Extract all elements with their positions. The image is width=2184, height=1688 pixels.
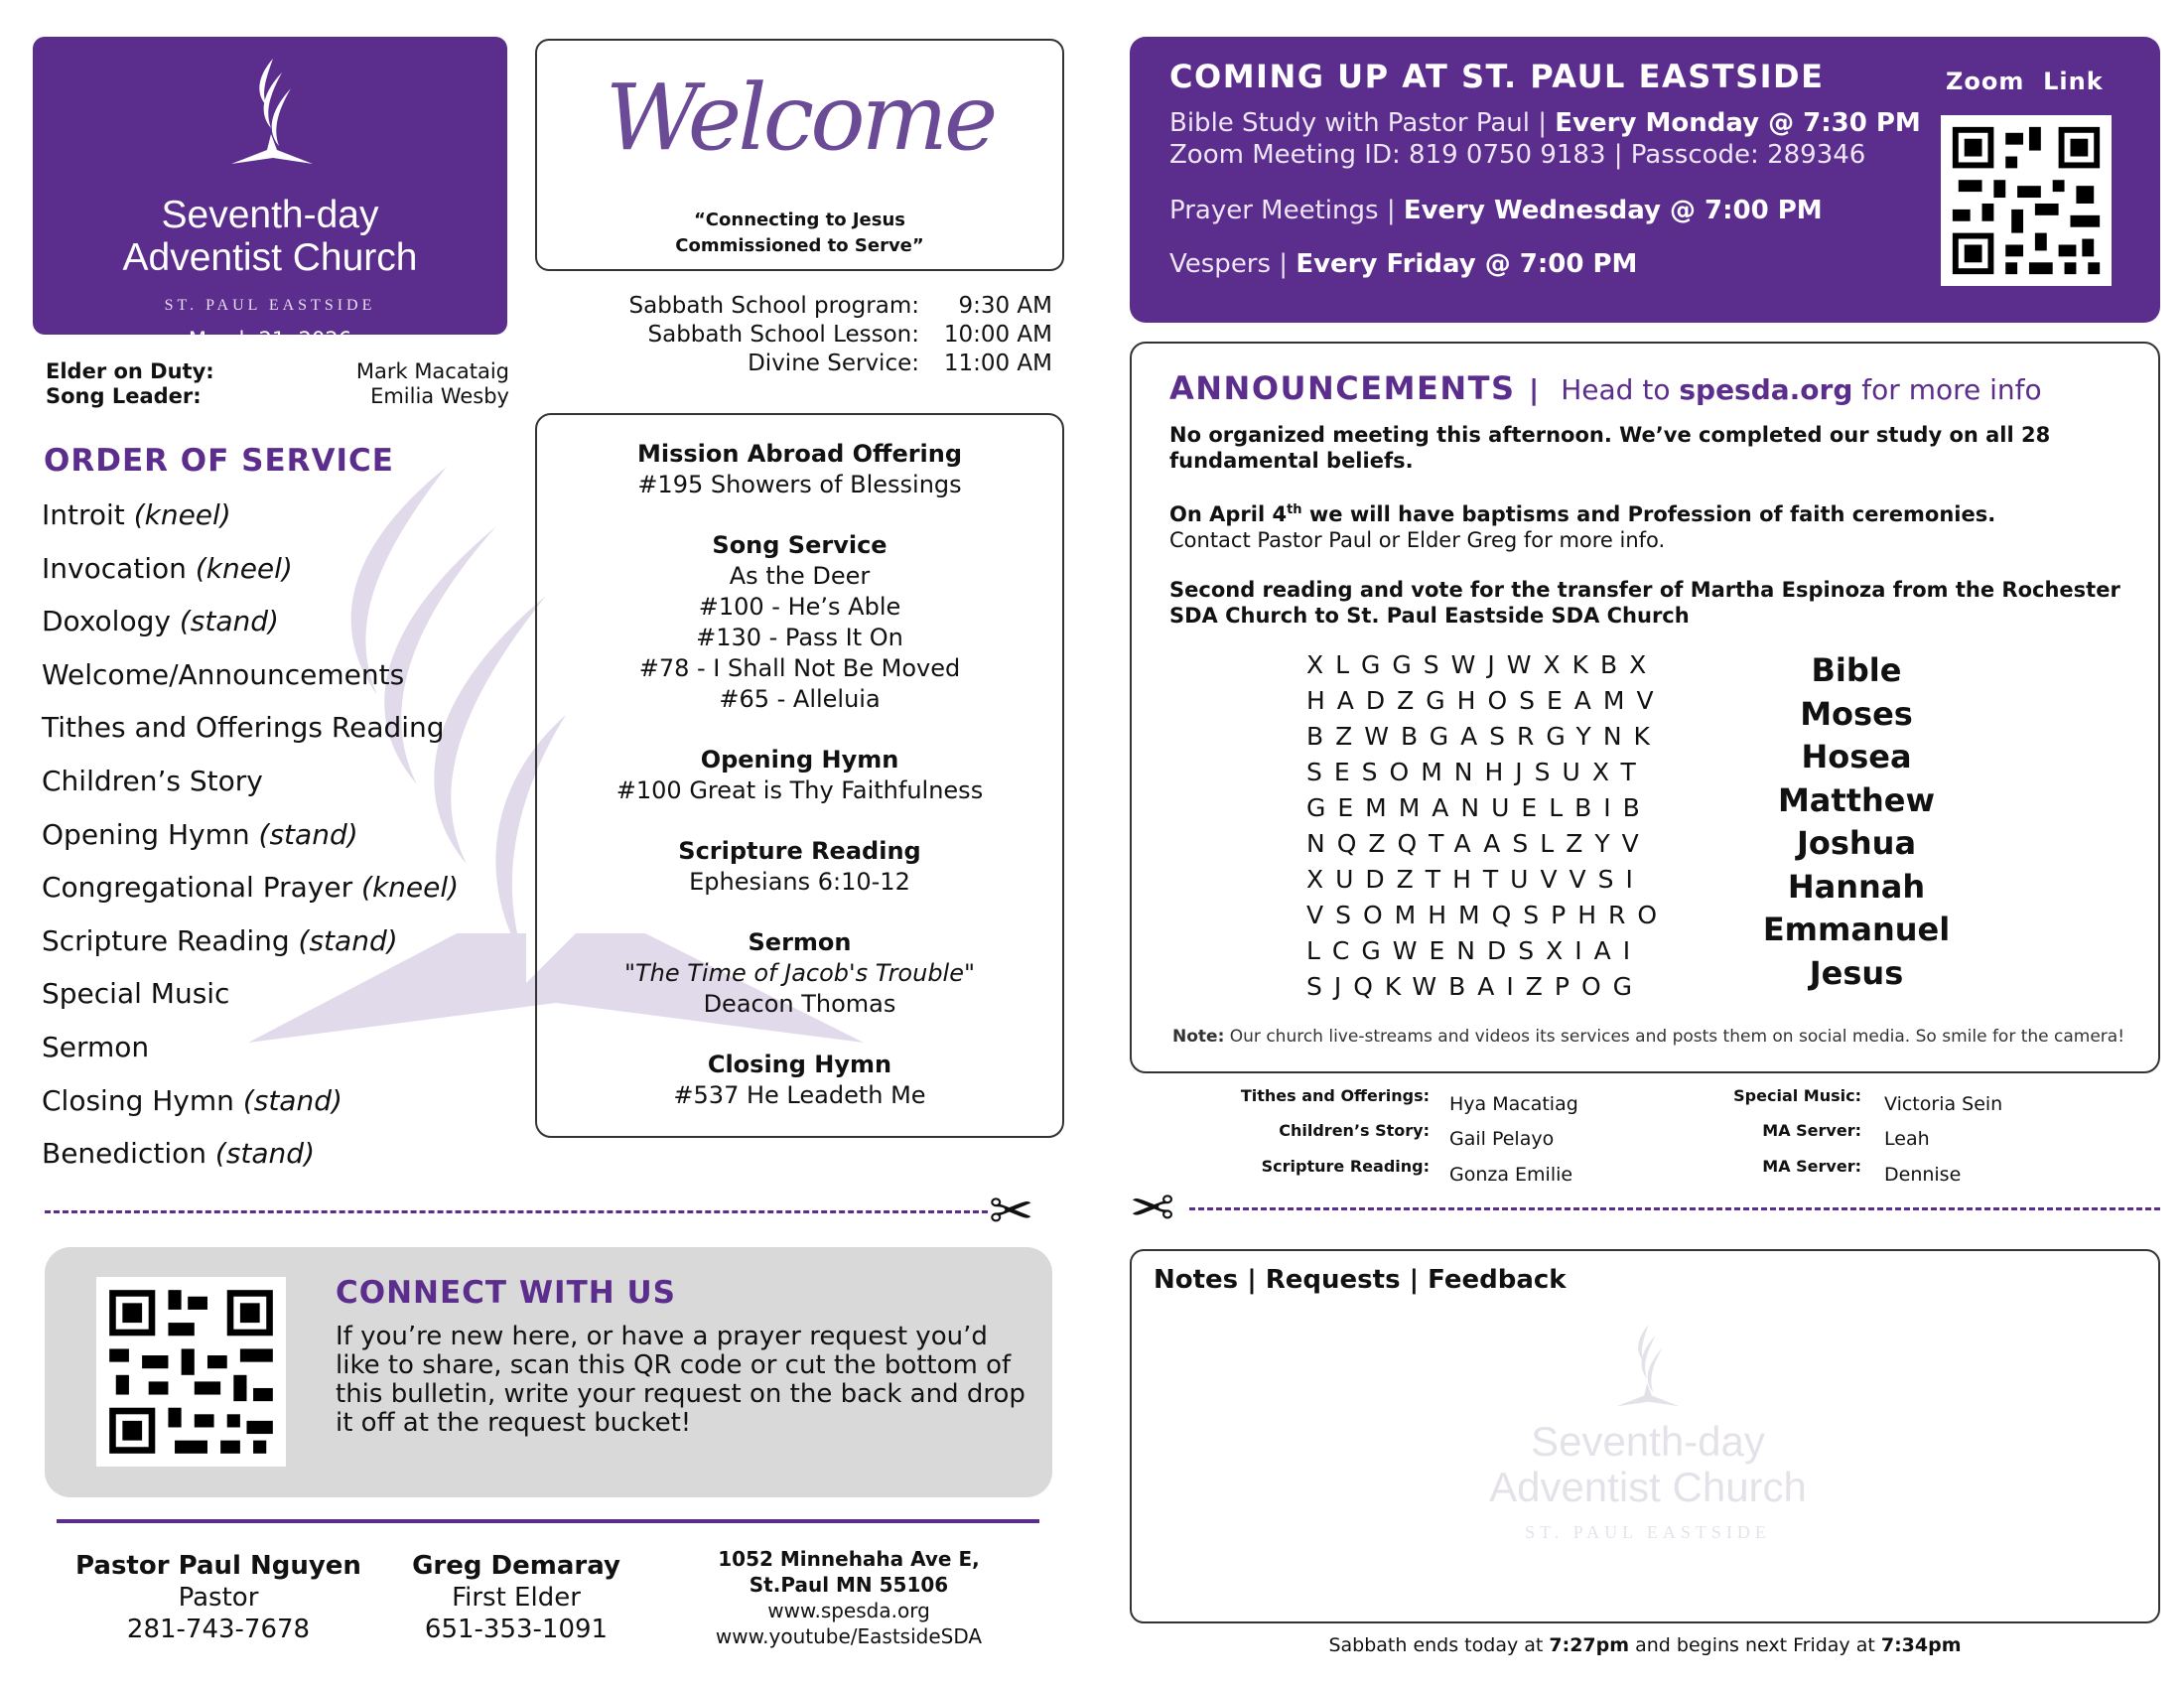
grid-row: XLGGSWJWXKBX xyxy=(1306,650,1659,679)
role-row: MA Server: xyxy=(1762,1157,1861,1176)
duty-row: Song Leader: Emilia Wesby xyxy=(46,384,509,408)
cut-line xyxy=(45,1210,988,1213)
service-item: Special Music xyxy=(42,977,230,1011)
sda-flame-logo-icon xyxy=(1613,1321,1683,1415)
announcements-title: ANNOUNCEMENTS xyxy=(1169,369,1516,407)
grid-row: SJQKWBAIZPOG xyxy=(1306,972,1645,1001)
zoom-link-label: Zoom Link xyxy=(1946,68,2104,95)
scissors-icon: ✂ xyxy=(1130,1177,1175,1239)
time-row: Sabbath School program: 9:30 AM xyxy=(628,293,1052,319)
church-name xyxy=(33,194,507,279)
church-logo-card xyxy=(33,37,507,352)
scripture-reading: Scripture Reading Ephesians 6:10-12 xyxy=(678,837,921,896)
role-row: MA Server: xyxy=(1762,1121,1861,1140)
word-item: Hannah xyxy=(1787,867,1926,906)
event-vespers: Vespers | Every Friday @ 7:00 PM xyxy=(1169,249,1638,279)
grid-row: BZWBGASRGYNK xyxy=(1306,722,1662,751)
role-value: Victoria Sein xyxy=(1884,1093,2003,1115)
service-item: Invocation (kneel) xyxy=(42,551,293,585)
service-item: Closing Hymn (stand) xyxy=(42,1083,342,1117)
welcome-heading: Welcome xyxy=(605,65,995,171)
word-item: Hosea xyxy=(1801,738,1912,775)
notes-watermark-logo: Seventh-day Adventist Church ST. PAUL EASTSIDE xyxy=(1469,1321,1827,1569)
word-search-words xyxy=(1757,649,1956,995)
connect-body: If you’re new here, or have a prayer request you’d like to share, scan this QR code or cut the bottom of this bulletin, write your request on the back and drop it off at the request bucket! xyxy=(336,1322,1025,1438)
church-name-line2: Adventist Church xyxy=(122,236,418,279)
divider xyxy=(57,1519,1039,1523)
program-card xyxy=(535,413,1064,1138)
order-of-service-title: ORDER OF SERVICE xyxy=(44,443,394,479)
word-item: Jesus xyxy=(1809,953,1904,992)
service-item: Congregational Prayer (kneel) xyxy=(42,871,460,905)
grid-row: HADZGHOSEAMV xyxy=(1306,686,1666,715)
church-name-line1: Seventh-day xyxy=(161,194,379,236)
role-value: Gonza Emilie xyxy=(1449,1164,1573,1186)
announcements-body xyxy=(1169,422,2122,652)
sda-flame-logo-icon xyxy=(227,55,317,174)
service-item: Introit (kneel) xyxy=(42,498,231,531)
role-value: Dennise xyxy=(1884,1164,1962,1186)
sermon: Sermon "The Time of Jacob's Trouble" Deacon Thomas xyxy=(623,928,976,1018)
tagline-line1: “Connecting to Jesus xyxy=(693,210,906,230)
service-item: Doxology (stand) xyxy=(42,605,279,638)
word-search-grid xyxy=(1306,647,1669,1005)
word-item: Bible xyxy=(1811,651,1902,689)
role-value: Leah xyxy=(1884,1128,1930,1150)
announcements-header-note: | Head to spesda.org for more info xyxy=(1529,373,2042,406)
event-zoom-info: Zoom Meeting ID: 819 0750 9183 | Passcode: 289346 xyxy=(1169,140,1866,170)
website-link[interactable]: www.spesda.org xyxy=(767,1599,930,1622)
grid-row: GEMMANUELBIB xyxy=(1306,793,1652,822)
livestream-note: Note: Our church live-streams and videos its services and posts them on social media. So smile for the camera! xyxy=(1172,1027,2125,1047)
zoom-qr-code-icon[interactable] xyxy=(1941,115,2112,286)
tagline-line2: Commissioned to Serve” xyxy=(675,235,924,256)
role-value: Hya Macatiag xyxy=(1449,1093,1578,1115)
role-row: Scripture Reading: xyxy=(1261,1157,1430,1176)
mission-offering: Mission Abroad Offering #195 Showers of Blessings xyxy=(636,440,963,498)
word-item: Matthew xyxy=(1777,780,1936,819)
coming-up-events xyxy=(1169,107,1921,280)
service-item: Children’s Story xyxy=(42,764,263,797)
opening-hymn: Opening Hymn #100 Great is Thy Faithfulness xyxy=(615,746,984,804)
contact-pastor: Pastor Paul Nguyen Pastor 281-743-7678 xyxy=(75,1551,361,1644)
contact-elder: Greg Demaray First Elder 651-353-1091 xyxy=(412,1551,620,1644)
announcement-item: On April 4th we will have baptisms and Profession of faith ceremonies. Contact Pastor Paul or Elder Greg for more info. xyxy=(1169,502,1996,552)
song-service: Song Service As the Deer #100 - He’s Able #130 - Pass It On #78 - I Shall Not Be Moved #65 - Alleluia xyxy=(638,531,961,713)
duty-row: Elder on Duty: Mark Macataig xyxy=(46,359,509,383)
grid-row: NQZQTAASLZYV xyxy=(1306,829,1651,858)
grid-row: SESOMNHJSUXT xyxy=(1306,758,1648,786)
time-row: Sabbath School Lesson: 10:00 AM xyxy=(647,322,1052,348)
cut-line xyxy=(1189,1207,2160,1210)
welcome-card xyxy=(535,39,1064,271)
service-item: Welcome/Announcements xyxy=(42,657,405,691)
church-location: ST. PAUL EASTSIDE xyxy=(164,297,376,314)
youtube-link[interactable]: www.youtube/EastsideSDA xyxy=(715,1624,983,1648)
duty-roster xyxy=(46,359,509,409)
notes-title: Notes | Requests | Feedback xyxy=(1154,1265,1567,1295)
role-row: Special Music: xyxy=(1733,1086,1861,1105)
event-bible-study: Bible Study with Pastor Paul | Every Monday @ 7:30 PM xyxy=(1169,108,1921,138)
service-times xyxy=(556,292,1052,378)
grid-row: VSOMHMQSPHRO xyxy=(1306,901,1670,929)
grid-row: LCGWENDSXIAI xyxy=(1306,936,1643,965)
order-of-service-list xyxy=(42,496,459,1189)
time-row: Divine Service: 11:00 AM xyxy=(748,351,1052,376)
role-row: Children’s Story: xyxy=(1279,1121,1430,1140)
service-item: Opening Hymn (stand) xyxy=(42,817,358,851)
grid-row: XUDZTHTUVVSI xyxy=(1306,865,1645,894)
word-item: Joshua xyxy=(1796,824,1917,862)
church-address: 1052 Minnehaha Ave E, St.Paul MN 55106 www.spesda.org www.youtube/EastsideSDA xyxy=(685,1546,1013,1649)
qr-code-icon[interactable] xyxy=(96,1277,286,1467)
service-item: Scripture Reading (stand) xyxy=(42,923,398,957)
event-prayer-meeting: Prayer Meetings | Every Wednesday @ 7:00 PM xyxy=(1169,196,1823,225)
sabbath-times: Sabbath ends today at 7:27pm and begins next Friday at 7:34pm xyxy=(1328,1634,1962,1656)
site-link[interactable]: spesda.org xyxy=(1679,373,1853,406)
role-row: Tithes and Offerings: xyxy=(1240,1086,1430,1105)
service-item: Tithes and Offerings Reading xyxy=(42,711,445,745)
connect-title: CONNECT WITH US xyxy=(336,1275,676,1311)
closing-hymn: Closing Hymn #537 He Leadeth Me xyxy=(673,1051,926,1109)
word-item: Emmanuel xyxy=(1762,911,1951,948)
coming-up-title: COMING UP AT ST. PAUL EASTSIDE xyxy=(1169,58,1825,95)
announcement-item: No organized meeting this afternoon. We’ve completed our study on all 28 fundamental beliefs. xyxy=(1169,423,2051,473)
service-item: Benediction (stand) xyxy=(42,1137,315,1171)
word-item: Moses xyxy=(1800,694,1913,733)
scissors-icon: ✂ xyxy=(989,1180,1034,1242)
announcement-item: Second reading and vote for the transfer of Martha Espinoza from the Rochester SDA Church to St. Paul Eastside SDA Church xyxy=(1169,578,2120,628)
welcome-tagline xyxy=(537,208,1062,259)
service-item: Sermon xyxy=(42,1030,150,1063)
role-value: Gail Pelayo xyxy=(1449,1128,1555,1150)
bulletin-date: March 21, 2026 xyxy=(188,328,352,352)
